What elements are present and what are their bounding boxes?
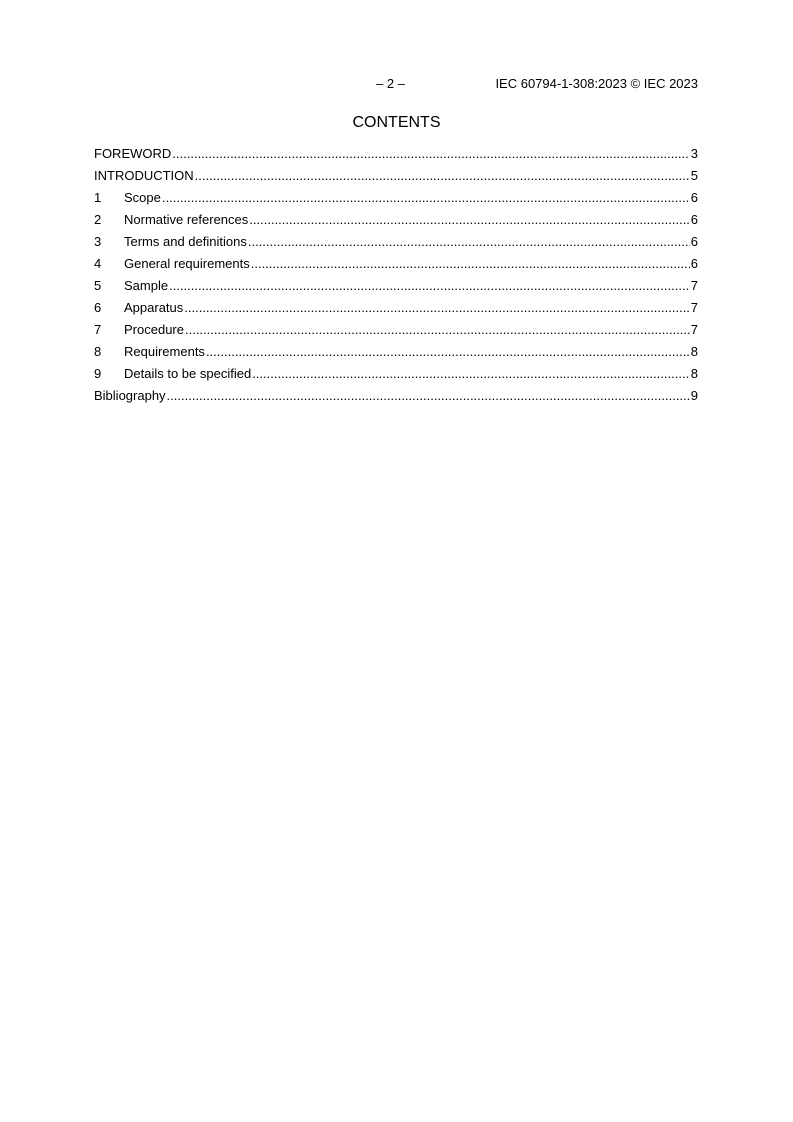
toc-entry-page: 6: [690, 190, 698, 205]
toc-entry-sample[interactable]: [94, 278, 698, 300]
toc-entry-page: 7: [690, 322, 698, 337]
toc-entry-requirements[interactable]: [94, 344, 698, 366]
toc-entry-page: 7: [690, 300, 698, 315]
toc-entry-title: General requirements: [124, 256, 250, 271]
toc-entry-number: 1: [94, 190, 102, 205]
toc-entry-title: Terms and definitions: [124, 234, 247, 249]
toc-dot-leader: [249, 212, 689, 228]
toc-entry-number: 7: [94, 322, 102, 337]
toc-entry-title: Scope: [124, 190, 161, 205]
contents-title: CONTENTS: [352, 114, 441, 131]
toc-entry-general-requirements[interactable]: [94, 256, 698, 278]
toc-entry-title: Procedure: [124, 322, 184, 337]
toc-dot-leader: [184, 300, 690, 316]
toc-dot-leader: [167, 388, 690, 404]
toc-entry-title: Apparatus: [124, 300, 184, 315]
toc-dot-leader: [185, 322, 690, 338]
toc-entry-title: Details to be specified: [124, 366, 252, 381]
toc-entry-details-to-be-specified[interactable]: [94, 366, 698, 388]
toc-entry-number: 4: [94, 256, 102, 271]
toc-entry-scope[interactable]: [94, 190, 698, 212]
toc-entry-title: Sample: [124, 278, 169, 293]
toc-dot-leader: [248, 234, 690, 250]
toc-entry-title: INTRODUCTION: [94, 168, 194, 183]
toc-dot-leader: [251, 256, 690, 272]
toc-entry-apparatus[interactable]: [94, 300, 698, 322]
toc-dot-leader: [252, 366, 690, 382]
toc-entry-page: 6: [690, 256, 698, 271]
toc-entry-number: 2: [94, 212, 102, 227]
toc-entry-bibliography[interactable]: [94, 388, 698, 410]
toc-dot-leader: [206, 344, 690, 360]
toc-entry-page: 8: [690, 366, 698, 381]
toc-dot-leader: [195, 168, 690, 184]
toc-entry-terms-and-definitions[interactable]: [94, 234, 698, 256]
toc-entry-introduction[interactable]: [94, 168, 698, 190]
toc-entry-normative-references[interactable]: [94, 212, 698, 234]
page-header: [94, 76, 698, 92]
document-reference: IEC 60794-1-308:2023 © IEC 2023: [495, 76, 698, 91]
table-of-contents: [94, 146, 698, 410]
page-number: – 2 –: [376, 76, 405, 91]
toc-entry-title: FOREWORD: [94, 146, 172, 161]
toc-entry-number: 6: [94, 300, 102, 315]
toc-entry-page: 8: [690, 344, 698, 359]
toc-entry-page: 3: [690, 146, 698, 161]
toc-entry-title: Normative references: [124, 212, 249, 227]
toc-entry-number: 9: [94, 366, 102, 381]
toc-entry-page: 6: [690, 234, 698, 249]
toc-entry-page: 6: [690, 212, 698, 227]
toc-entry-title: Bibliography: [94, 388, 166, 403]
toc-entry-foreword[interactable]: [94, 146, 698, 168]
toc-entry-page: 9: [690, 388, 698, 403]
toc-entry-number: 8: [94, 344, 102, 359]
toc-entry-number: 5: [94, 278, 102, 293]
toc-entry-procedure[interactable]: [94, 322, 698, 344]
toc-entry-page: 7: [690, 278, 698, 293]
toc-dot-leader: [162, 190, 690, 206]
toc-dot-leader: [169, 278, 690, 294]
toc-entry-number: 3: [94, 234, 102, 249]
toc-entry-title: Requirements: [124, 344, 205, 359]
toc-entry-page: 5: [690, 168, 698, 183]
toc-dot-leader: [172, 146, 689, 162]
